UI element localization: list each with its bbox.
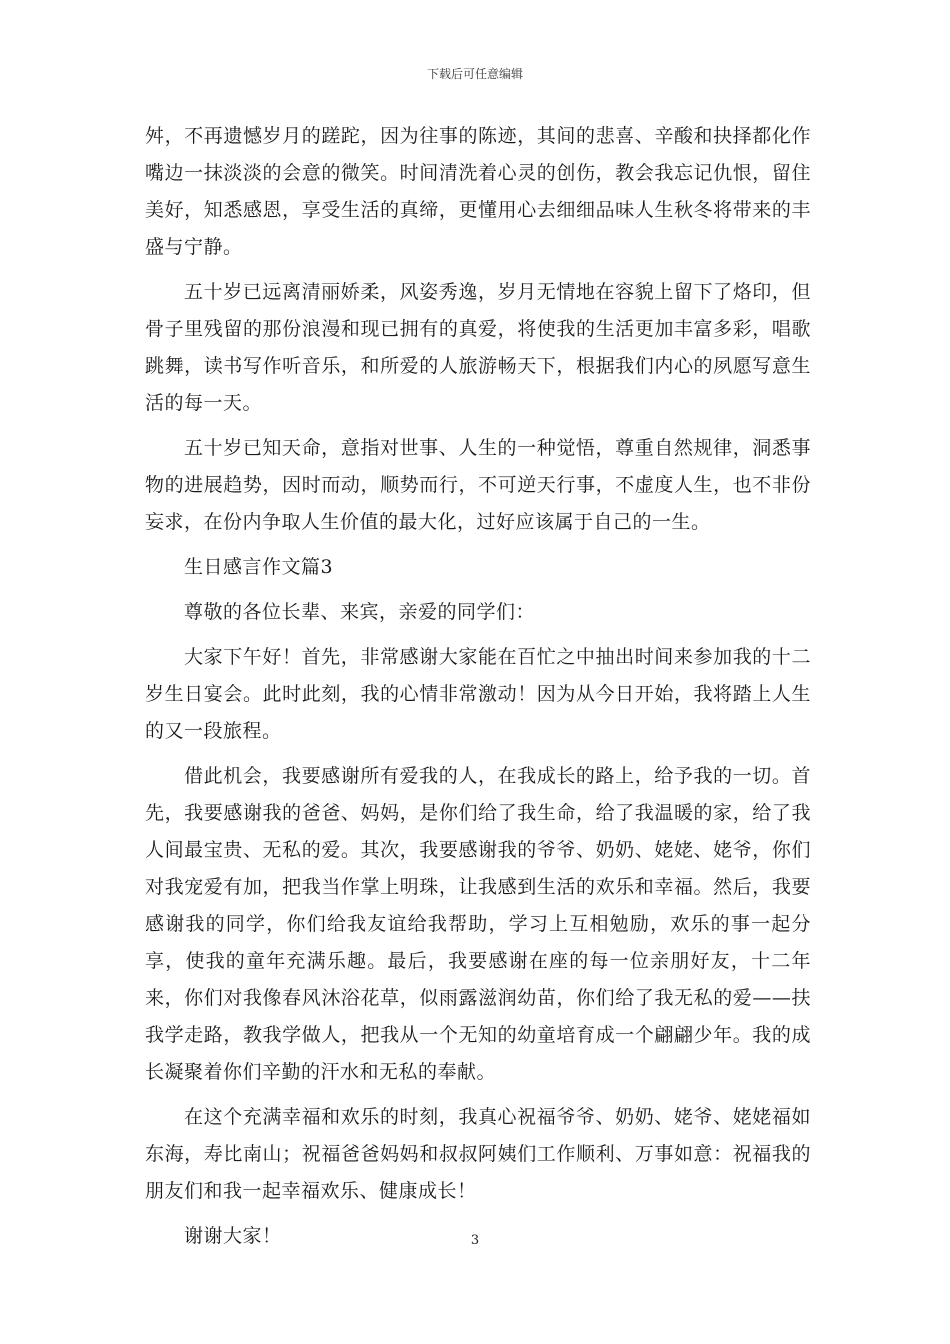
paragraph-fifty-romance: 五十岁已远离清丽娇柔，风姿秀逸，岁月无情地在容貌上留下了烙印，但骨子里残留的那份浪漫和现已拥有的真爱，将使我的生活更加丰富多彩，唱歌跳舞，读书写作听音乐，和所爱的人旅游畅天下，根据我们内心的夙愿写意生活的每一天。 — [145, 281, 811, 414]
section-heading: 生日感言作文篇3 — [184, 556, 334, 578]
salutation: 尊敬的各位长辈、来宾，亲爱的同学们： — [184, 601, 536, 623]
document-body — [145, 118, 811, 1263]
page-number: 3 — [470, 1233, 480, 1248]
closing-thanks: 谢谢大家！ — [184, 1225, 282, 1247]
page-header: 下载后可任意编辑 — [426, 67, 523, 81]
paragraph-thanks: 借此机会，我要感谢所有爱我的人，在我成长的路上，给予我的一切。首先，我要感谢我的爸爸、妈妈，是你们给了我生命，给了我温暖的家，给了我人间最宝贵、无私的爱。其次，我要感谢我的爷爷、奶奶、姥姥、姥爷，你们对我宠爱有加，把我当作掌上明珠，让我感到生活的欢乐和幸福。然后，我要感谢我的同学，你们给我友谊给我帮助，学习上互相勉励，欢乐的事一起分享，使我的童年充满乐趣。最后，我要感谢在座的每一位亲朋好友，十二年来，你们对我像春风沐浴花草，似雨露滋润幼苗，你们给了我无私的爱——扶我学走路，教我学做人，把我从一个无知的幼童培育成一个翩翩少年。我的成长凝聚着你们辛勤的汗水和无私的奉献。 — [145, 765, 811, 1083]
paragraph-greeting: 大家下午好！首先，非常感谢大家能在百忙之中抽出时间来参加我的十二岁生日宴会。此时此刻，我的心情非常激动！因为从今日开始，我将踏上人生的又一段旅程。 — [145, 646, 811, 742]
paragraph-fifty-destiny: 五十岁已知天命，意指对世事、人生的一种觉悟，尊重自然规律，洞悉事物的进展趋势，因时而动，顺势而行，不可逆天行事，不虚度人生，也不非份妄求，在份内争取人生价值的最大化，过好应该属于自己的一生。 — [145, 437, 811, 533]
paragraph-continuation: 舛，不再遗憾岁月的蹉跎，因为往事的陈迹，其间的悲喜、辛酸和抉择都化作嘴边一抹淡淡的会意的微笑。时间清洗着心灵的创伤，教会我忘记仇恨，留住美好，知悉感恩，享受生活的真缔，更懂用心去细细品味人生秋冬将带来的丰盛与宁静。 — [145, 125, 811, 258]
paragraph-blessings: 在这个充满幸福和欢乐的时刻，我真心祝福爷爷、奶奶、姥爷、姥姥福如东海，寿比南山；祝福爸爸妈妈和叔叔阿姨们工作顺利、万事如意：祝福我的朋友们和我一起幸福欢乐、健康成长！ — [145, 1106, 811, 1202]
